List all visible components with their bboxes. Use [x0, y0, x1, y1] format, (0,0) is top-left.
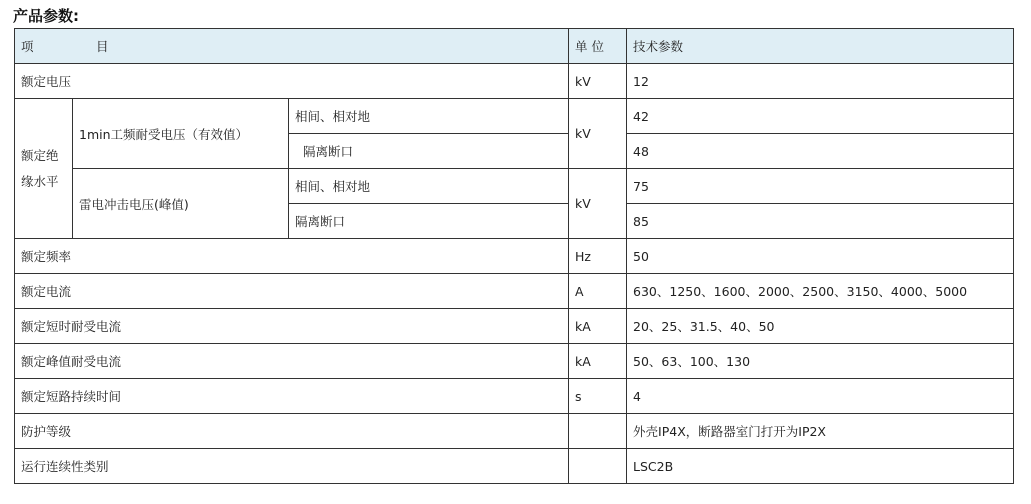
- row-unit: Hz: [569, 239, 627, 274]
- row-unit: kV: [569, 64, 627, 99]
- table-header-row: [15, 29, 1014, 64]
- row-unit: s: [569, 379, 627, 414]
- row-label: 防护等级: [15, 414, 569, 449]
- table-row: [15, 274, 1014, 309]
- row-value: 12: [627, 64, 1014, 99]
- table-row: [15, 344, 1014, 379]
- insulation-label-line2: 缘水平: [21, 173, 59, 189]
- table-row: [15, 64, 1014, 99]
- table-row: [15, 414, 1014, 449]
- row-value: 630、1250、1600、2000、2500、3150、4000、5000: [627, 274, 1014, 309]
- insulation-label-line1: 额定绝: [21, 147, 59, 163]
- power-frequency-isolation-label: 隔离断口: [289, 134, 569, 169]
- row-value: 50、63、100、130: [627, 344, 1014, 379]
- power-frequency-isolation-value: 48: [627, 134, 1014, 169]
- row-label: 额定峰值耐受电流: [15, 344, 569, 379]
- lightning-isolation-label: 隔离断口: [289, 204, 569, 239]
- row-value: LSC2B: [627, 449, 1014, 484]
- row-value: 50: [627, 239, 1014, 274]
- row-label: 额定电流: [15, 274, 569, 309]
- row-unit: kA: [569, 344, 627, 379]
- section-title: 产品参数:: [13, 7, 79, 25]
- lightning-impulse-label: 雷电冲击电压(峰值): [73, 169, 289, 239]
- power-frequency-phase-value: 42: [627, 99, 1014, 134]
- lightning-isolation-value: 85: [627, 204, 1014, 239]
- power-frequency-unit: kV: [569, 99, 627, 169]
- power-frequency-phase-label: 相间、相对地: [289, 99, 569, 134]
- table-row: [15, 99, 1014, 134]
- row-label: 额定短时耐受电流: [15, 309, 569, 344]
- power-frequency-label: 1min工频耐受电压（有效值）: [73, 99, 289, 169]
- product-parameters-table: [14, 28, 1014, 484]
- row-label: 额定电压: [15, 64, 569, 99]
- row-label: 额定短路持续时间: [15, 379, 569, 414]
- row-value: 20、25、31.5、40、50: [627, 309, 1014, 344]
- table-row: [15, 309, 1014, 344]
- lightning-unit: kV: [569, 169, 627, 239]
- table-row: [15, 379, 1014, 414]
- table-row: [15, 169, 1014, 204]
- header-value: 技术参数: [627, 29, 1014, 64]
- row-label: 额定频率: [15, 239, 569, 274]
- header-item: 项 目: [15, 29, 569, 64]
- row-unit: [569, 449, 627, 484]
- row-unit: [569, 414, 627, 449]
- row-label: 运行连续性类别: [15, 449, 569, 484]
- lightning-phase-label: 相间、相对地: [289, 169, 569, 204]
- table-row: [15, 449, 1014, 484]
- row-unit: A: [569, 274, 627, 309]
- insulation-label: [15, 99, 73, 239]
- row-unit: kA: [569, 309, 627, 344]
- header-unit: 单 位: [569, 29, 627, 64]
- lightning-phase-value: 75: [627, 169, 1014, 204]
- row-value: 4: [627, 379, 1014, 414]
- row-value: 外壳IP4X，断路器室门打开为IP2X: [627, 414, 1014, 449]
- table-row: [15, 239, 1014, 274]
